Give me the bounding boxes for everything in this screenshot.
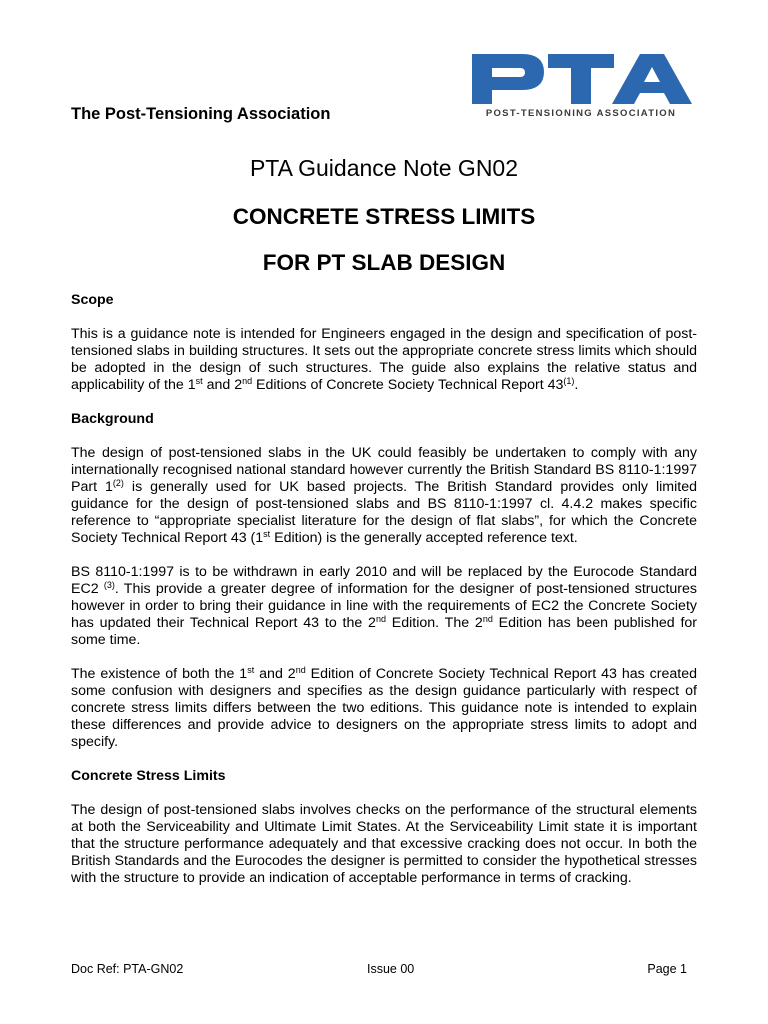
background-paragraph-1: The design of post-tensioned slabs in the UK could feasibly be undertaken to comply with any internationally recognised national standard however currently the British Standard BS 8110-1:1997 Part 1$^{(2)}$ is generally used for UK based projects. The British Standard provides only limited guidance for the design of post-tensioned slabs and BS 8110-1:1997 cl. 4.4.2 makes specific reference to “appropriate specialist literature for the design of flat slabs”, for which the Concrete Society Technical Report 43 (1st Edition) is the generally accepted reference text. bbox=[71, 445, 697, 546]
document-body bbox=[71, 292, 697, 904]
scope-heading: Scope bbox=[71, 292, 114, 308]
footer-doc-ref: Doc Ref: PTA-GN02 bbox=[71, 962, 184, 976]
background-paragraph-3: The existence of both the 1st and 2nd Edition of Concrete Society Technical Report 43 has created some confusion with designers and specifies as the design guidance particularly with respect of concrete stress limits differs between the two editions. This guidance note is intended to explain these differences and provide advice to designers on the appropriate stress limits to adopt and specify. bbox=[71, 665, 698, 750]
stress-limits-paragraph: The design of post-tensioned slabs involves checks on the performance of the structural elements at both the Serviceability and Ultimate Limit States. At the Serviceability Limit state it is important that the structure performance adequately and that excessive cracking does not occur. In both the British Standards and the Eurocodes the designer is permitted to consider the hypothetical stresses with the structure to provide an indication of acceptable performance in terms of cracking. bbox=[71, 802, 697, 886]
guidance-note-title: PTA Guidance Note GN02 bbox=[249, 155, 519, 181]
background-paragraph-2: BS 8110-1:1997 is to be withdrawn in early 2010 and will be replaced by the Eurocode Standard EC2 $^{(3)}$. This provide a greater degree of information for the designer of post-tensioned structures however in order to bring their guidance in line with the requirements of EC2 the Concrete Society has updated their Technical Report 43 to the 2nd Edition. The 2nd Edition has been published for some time. bbox=[71, 564, 698, 648]
pta-logo bbox=[468, 50, 694, 122]
document-title-line2: FOR PT SLAB DESIGN bbox=[262, 250, 506, 275]
background-heading: Background bbox=[71, 411, 154, 427]
footer-page-number: Page 1 bbox=[647, 962, 687, 976]
scope-paragraph: This is a guidance note is intended for Engineers engaged in the design and specification of post-tensioned slabs in building structures. It sets out the appropriate concrete stress limits which should be adopted in the design of such structures. The guide also explains the relative status and applicability of the 1st and 2nd Editions of Concrete Society Technical Report 43$^{(1)}$. bbox=[71, 326, 697, 393]
association-name: The Post-Tensioning Association bbox=[71, 105, 331, 123]
logo-subtitle: POST-TENSIONING ASSOCIATION bbox=[485, 108, 677, 119]
stress-limits-heading: Concrete Stress Limits bbox=[71, 768, 226, 784]
document-title-line1: CONCRETE STRESS LIMITS bbox=[232, 204, 536, 229]
pta-logo-mark bbox=[468, 50, 694, 106]
footer-issue: Issue 00 bbox=[367, 962, 415, 976]
